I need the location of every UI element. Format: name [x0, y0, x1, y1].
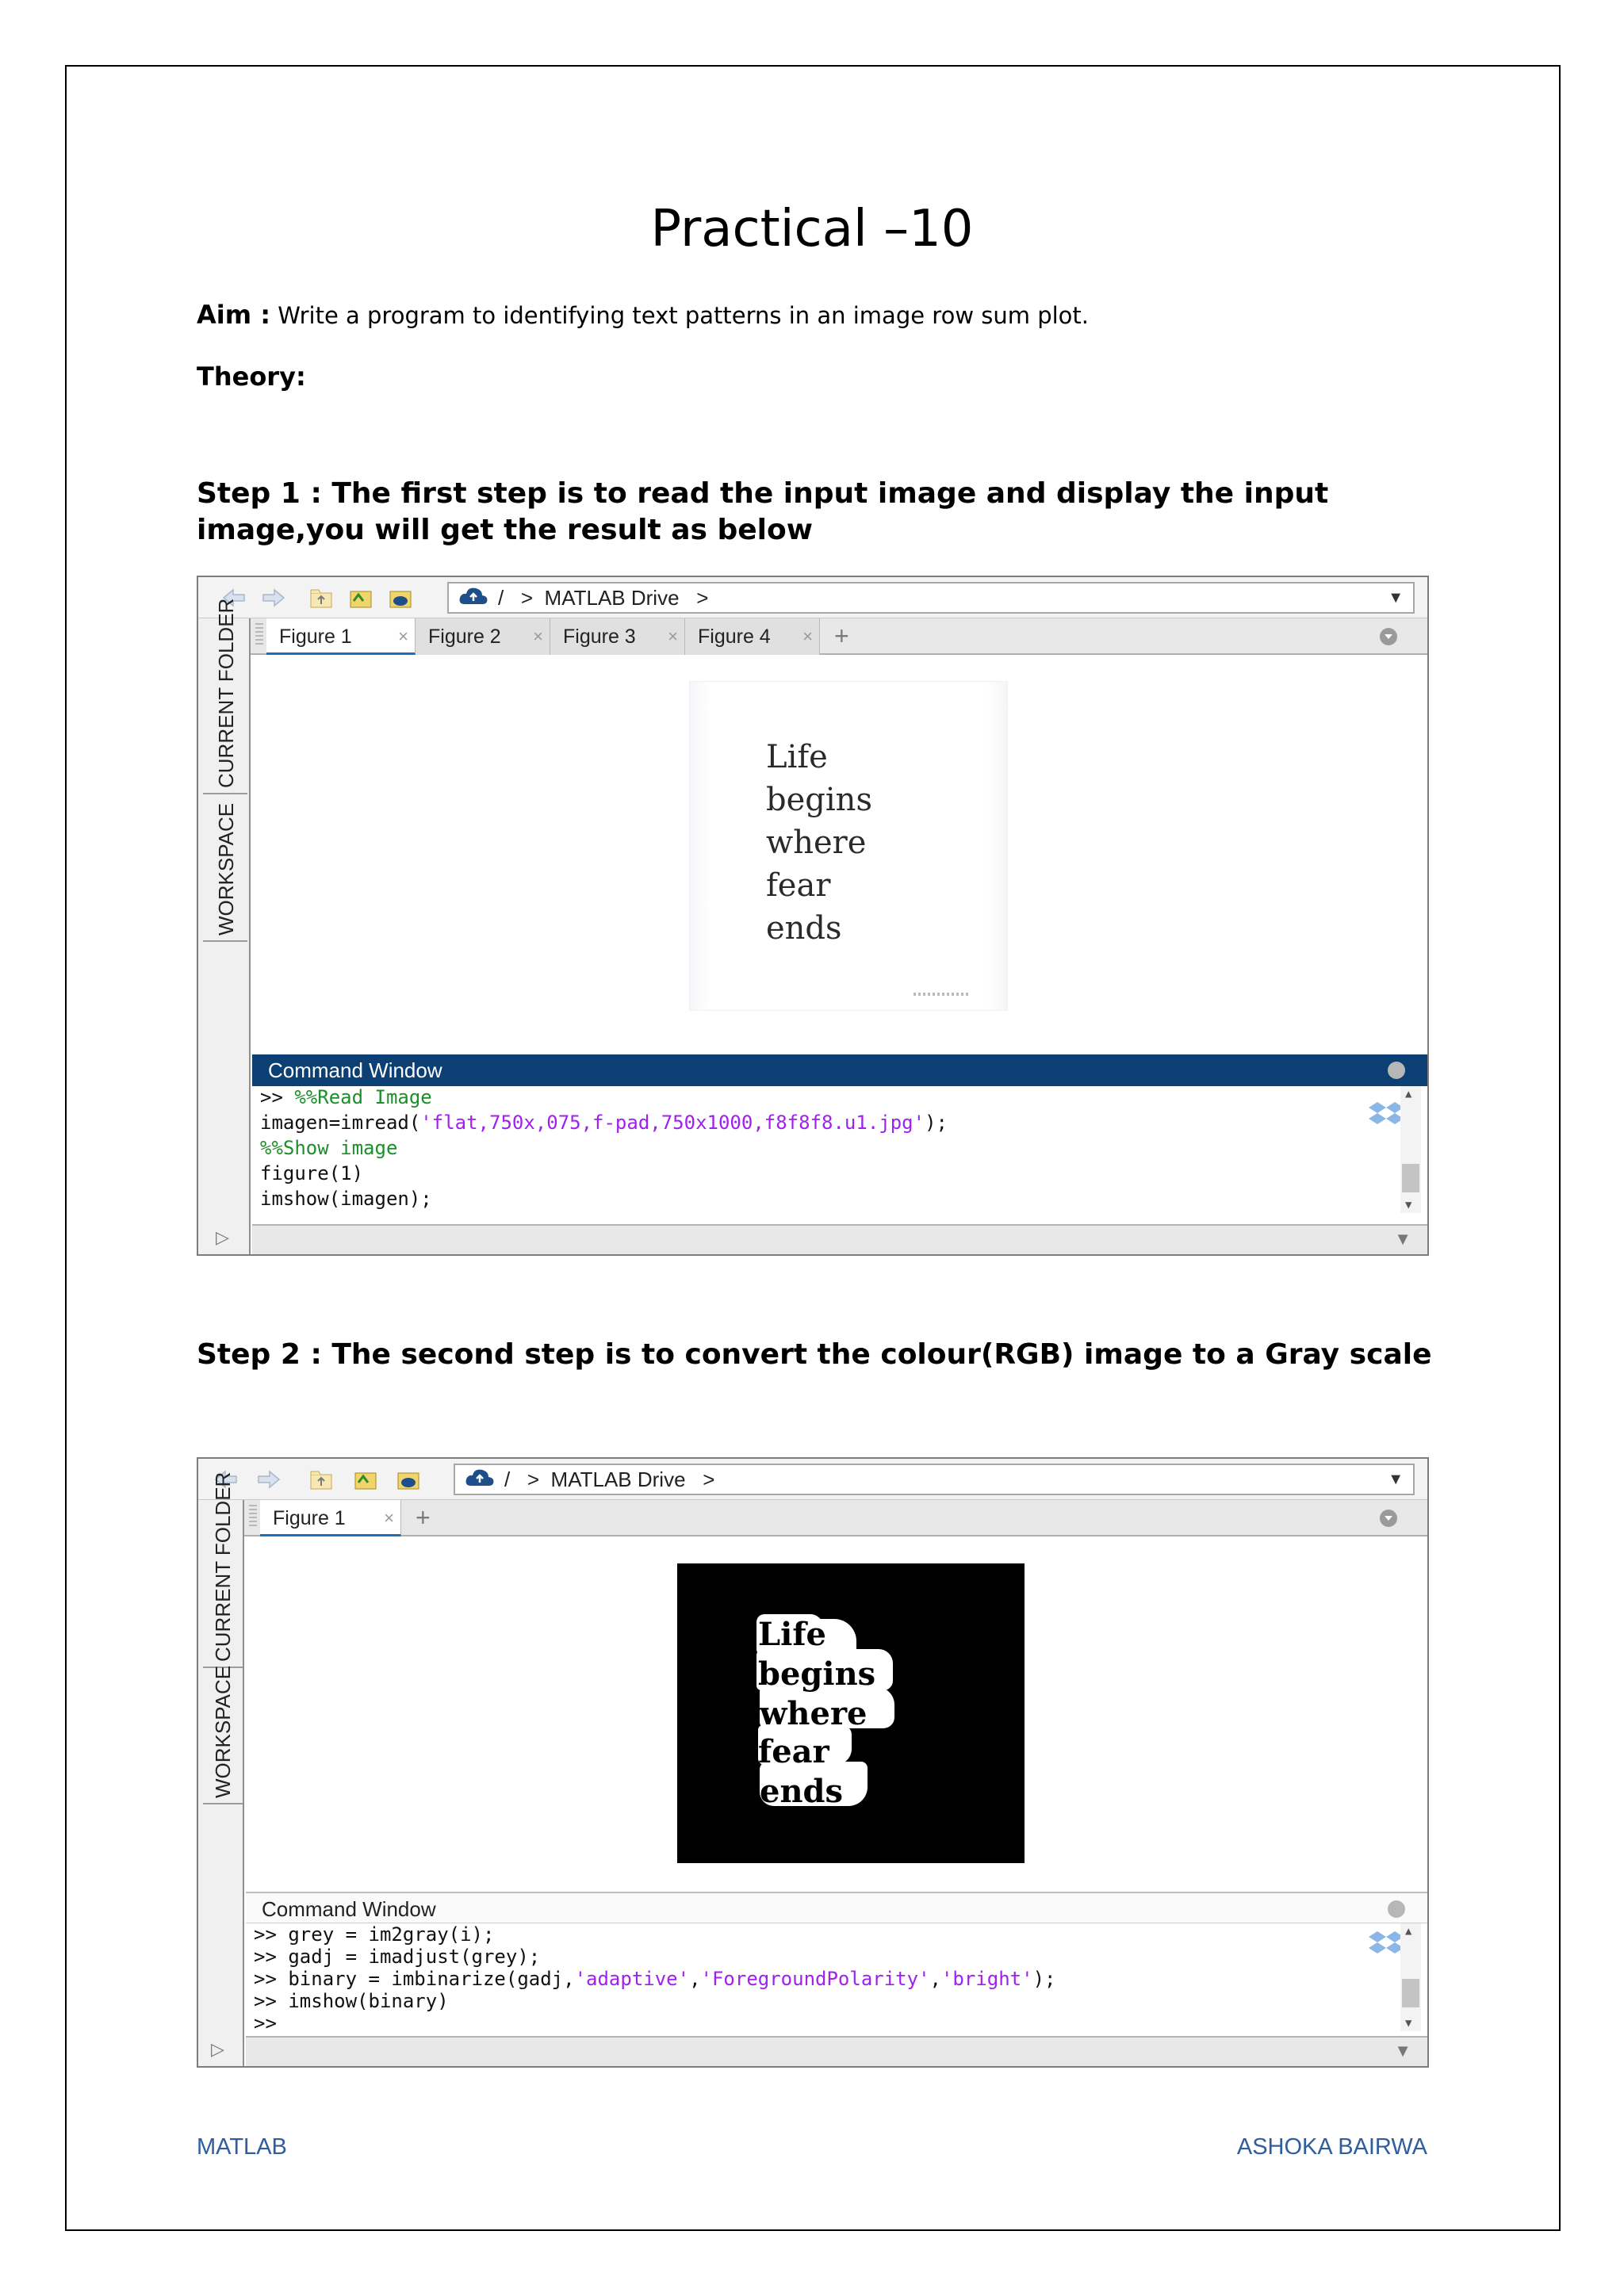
- add-tab-icon[interactable]: +: [834, 622, 849, 650]
- path-trail-chevron[interactable]: >: [703, 1468, 715, 1491]
- tab-figure-3[interactable]: Figure 3 ×: [550, 618, 685, 655]
- expand-panel-icon[interactable]: ▷: [216, 1227, 229, 1247]
- scroll-up-icon[interactable]: ▲: [1405, 1088, 1412, 1100]
- tab-figure-1[interactable]: Figure 1 ×: [260, 1500, 401, 1536]
- command-window-menu-icon[interactable]: [1388, 1900, 1405, 1918]
- side-panel: [198, 1471, 244, 2066]
- browse-folder-icon[interactable]: [354, 1468, 377, 1490]
- scroll-up-icon[interactable]: ▲: [1405, 1925, 1412, 1938]
- toolbar: [198, 577, 1427, 618]
- matlab-window-1: [197, 576, 1429, 1256]
- tab-current-folder[interactable]: CURRENT FOLDER: [203, 618, 247, 794]
- close-icon[interactable]: ×: [533, 626, 543, 646]
- command-scrollbar[interactable]: [1400, 1923, 1421, 2031]
- forward-arrow-icon[interactable]: [257, 1468, 281, 1490]
- image-word: where: [760, 1695, 868, 1732]
- path-matlab-drive[interactable]: MATLAB Drive: [544, 586, 680, 610]
- side-panel: [198, 598, 251, 1254]
- command-scrollbar[interactable]: [1400, 1086, 1421, 1213]
- tab-workspace[interactable]: WORKSPACE: [203, 794, 247, 942]
- command-line: %%Show image: [260, 1137, 398, 1159]
- browse-folder-icon[interactable]: [349, 587, 373, 609]
- tab-figure-2[interactable]: Figure 2 ×: [416, 618, 550, 655]
- command-window-menu-icon[interactable]: [1388, 1062, 1405, 1079]
- close-icon[interactable]: ×: [668, 626, 678, 646]
- theory-heading: Theory:: [197, 362, 306, 392]
- status-bar: [252, 1224, 1427, 1254]
- chevron-down-icon[interactable]: ▼: [1388, 589, 1404, 607]
- address-bar[interactable]: [447, 582, 1415, 614]
- step2-heading: Step 2 : The second step is to convert the colour(RGB) image to a Gray scale: [197, 1338, 1432, 1371]
- matlab-drive-cloud-icon: [465, 1467, 495, 1490]
- figure-tabbar: [251, 618, 1427, 655]
- close-icon[interactable]: ×: [384, 1508, 394, 1528]
- image-word: Life: [758, 1616, 826, 1653]
- expand-panel-icon[interactable]: ▷: [211, 2039, 224, 2059]
- scroll-thumb[interactable]: [1402, 1979, 1419, 2007]
- close-icon[interactable]: ×: [398, 626, 408, 646]
- path-chevron: >: [527, 1468, 540, 1491]
- binary-image: [677, 1563, 1025, 1863]
- scroll-down-icon[interactable]: ▼: [1405, 2017, 1412, 2030]
- footer-right: ASHOKA BAIRWA: [1236, 2134, 1427, 2160]
- figure-area: [252, 655, 1427, 1054]
- image-word: begins: [766, 782, 872, 818]
- figure-tabbar: [244, 1500, 1427, 1536]
- command-line: >> binary = imbinarize(gadj,'adaptive','ForegroundPolarity','bright');: [254, 1968, 1056, 1990]
- image-word: ends: [766, 910, 842, 947]
- tab-menu-icon[interactable]: [1380, 1510, 1397, 1527]
- cloud-folder-icon[interactable]: [396, 1468, 420, 1490]
- image-watermark: [914, 993, 969, 996]
- scroll-down-icon[interactable]: ▼: [1405, 1199, 1412, 1211]
- page-title: Practical –10: [650, 200, 974, 258]
- command-window-header: Command Window: [246, 1892, 1427, 1923]
- aim-line: [197, 300, 1089, 330]
- input-image: [690, 682, 1007, 1010]
- matlab-window-2: [197, 1457, 1429, 2068]
- path-root-separator: /: [498, 586, 504, 610]
- step1-heading: Step 1 : The first step is to read the input image and display the input image,you will get the result as below: [197, 477, 1329, 546]
- scroll-thumb[interactable]: [1402, 1164, 1419, 1192]
- toolbar: [198, 1459, 1427, 1500]
- tab-menu-icon[interactable]: [1380, 628, 1397, 645]
- path-matlab-drive[interactable]: MATLAB Drive: [550, 1468, 686, 1491]
- image-word: Life: [766, 739, 828, 775]
- scroll-end-icon[interactable]: ▼: [1394, 1229, 1411, 1249]
- footer-left: MATLAB: [197, 2134, 287, 2160]
- command-prompt: >>: [254, 2012, 277, 2034]
- aim-text: Write a program to identifying text patterns in an image row sum plot.: [270, 302, 1090, 329]
- tabbar-grip-icon: [249, 1505, 257, 1529]
- command-window[interactable]: [246, 1923, 1427, 2036]
- aim-label: Aim :: [197, 300, 271, 330]
- tab-workspace[interactable]: WORKSPACE: [203, 1668, 243, 1804]
- path-root-separator: /: [504, 1468, 511, 1491]
- up-folder-icon[interactable]: [309, 587, 333, 609]
- image-word: fear: [766, 867, 831, 904]
- image-word: begins: [758, 1655, 876, 1693]
- matlab-drive-cloud-icon: [458, 585, 488, 609]
- up-folder-icon[interactable]: [309, 1468, 333, 1490]
- command-window-header: Command Window: [252, 1054, 1427, 1086]
- add-tab-icon[interactable]: +: [416, 1503, 431, 1532]
- figure-area: [246, 1536, 1427, 1892]
- dropbox-icon[interactable]: [1369, 1928, 1404, 1960]
- scroll-end-icon[interactable]: ▼: [1394, 2041, 1411, 2061]
- command-line: >> grey = im2gray(i);: [254, 1923, 495, 1946]
- command-line: imagen=imread('flat,750x,075,f-pad,750x1000,f8f8f8.u1.jpg');: [260, 1112, 948, 1134]
- command-line: >> gadj = imadjust(grey);: [254, 1946, 541, 1968]
- tab-figure-1[interactable]: Figure 1 ×: [266, 618, 416, 655]
- cloud-folder-icon[interactable]: [389, 587, 412, 609]
- tab-current-folder[interactable]: CURRENT FOLDER: [203, 1500, 243, 1668]
- command-line: >> %%Read Image: [260, 1086, 432, 1108]
- dropbox-icon[interactable]: [1369, 1099, 1404, 1131]
- image-word: ends: [760, 1773, 844, 1810]
- command-window[interactable]: [252, 1086, 1427, 1226]
- command-line: imshow(imagen);: [260, 1188, 432, 1210]
- path-trail-chevron[interactable]: >: [696, 586, 709, 610]
- path-chevron: >: [520, 586, 534, 610]
- command-line: figure(1): [260, 1162, 364, 1184]
- tabbar-grip-icon: [255, 623, 263, 647]
- chevron-down-icon[interactable]: ▼: [1388, 1471, 1404, 1488]
- image-word: where: [766, 825, 867, 861]
- address-bar[interactable]: [454, 1464, 1415, 1495]
- image-word: fear: [758, 1733, 829, 1770]
- command-line: >> imshow(binary): [254, 1990, 449, 2012]
- status-bar: [246, 2036, 1427, 2066]
- tab-figure-4[interactable]: Figure 4 ×: [685, 618, 820, 655]
- forward-arrow-icon[interactable]: [262, 587, 285, 609]
- close-icon[interactable]: ×: [802, 626, 813, 646]
